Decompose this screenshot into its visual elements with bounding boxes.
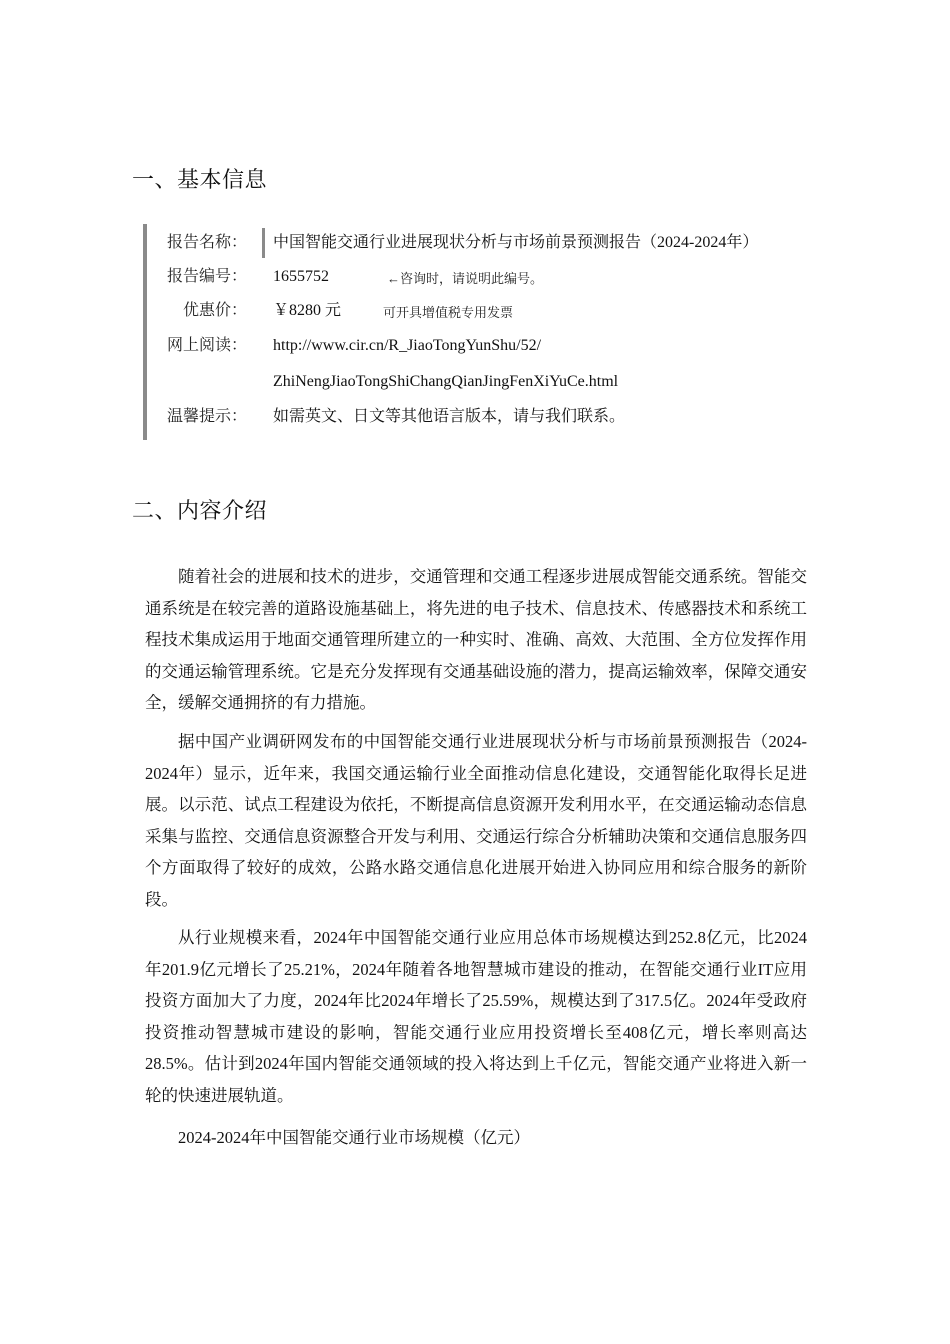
reminder-label: 温馨提示： bbox=[167, 408, 248, 425]
chart-caption: 2024-2024年中国智能交通行业市场规模（亿元） bbox=[178, 1128, 530, 1147]
intro-paragraph-1: 随着社会的进展和技术的进步，交通管理和交通工程逐步进展成智能交通系统。智能交通系统是在较完善的道路设施基础上，将先进的电子技术、信息技术、传感器技术和系统工程技术集成运用于地面交通管理所建立的一种实时、准确、高效、大范围、全方位发挥作用的交通运输管理系统。它是充分发挥现有交通基础设施的潜力，提高运输效率，保障交通安全，缓解交通拥挤的有力措施。 bbox=[145, 567, 807, 712]
basic-info-block bbox=[143, 224, 827, 440]
report-id-label: 报告编号： bbox=[167, 268, 248, 285]
intro-paragraph-2: 据中国产业调研网发布的中国智能交通行业进展现状分析与市场前景预测报告（2024-2024年）显示，近年来，我国交通运输行业全面推动信息化建设，交通智能化取得长足进展。以示范、试点工程建设为依托，不断提高信息资源开发利用水平，在交通运输动态信息采集与监控、交通信息资源整合开发与利用、交通运行综合分析辅助决策和交通信息服务四个方面取得了较好的成效，公路水路交通信息化进展开始进入协同应用和综合服务的新阶段。 bbox=[145, 732, 807, 909]
reminder-value: 如需英文、日文等其他语言版本，请与我们联系。 bbox=[273, 408, 626, 425]
price-label: 优惠价： bbox=[182, 302, 247, 319]
price-value: ￥8280 元 bbox=[273, 302, 342, 319]
online-read-url-line2[interactable]: ZhiNengJiaoTongShiChangQianJingFenXiYuCe.html bbox=[273, 373, 619, 390]
price-note: 可开具增值税专用发票 bbox=[383, 305, 514, 320]
title-marker-bar bbox=[262, 228, 265, 258]
report-name-label: 报告名称： bbox=[167, 234, 248, 251]
report-id-value: 1655752 bbox=[273, 268, 329, 285]
section-heading-basic-info: 一、基本信息 bbox=[132, 168, 268, 193]
online-read-label: 网上阅读： bbox=[167, 337, 248, 354]
report-name-value: 中国智能交通行业进展现状分析与市场前景预测报告（2024-2024年） bbox=[273, 234, 759, 251]
intro-paragraph-3: 从行业规模来看，2024年中国智能交通行业应用总体市场规模达到252.8亿元，比2024年201.9亿元增长了25.21%，2024年随着各地智慧城市建设的推动，在智能交通行业IT应用投资方面加大了力度，2024年比2024年增长了25.59%，规模达到了317.5亿。2024年受政府投资推动智慧城市建设的影响，智能交通行业应用投资增长至408亿元，增长率则高达28.5%。估计到2024年国内智能交通领域的投入将达到上千亿元，智能交通产业将进入新一轮的快速进展轨道。 bbox=[145, 928, 807, 1105]
section-heading-content-intro: 二、内容介绍 bbox=[132, 499, 268, 524]
report-id-note: ←咨询时，请说明此编号。 bbox=[387, 271, 544, 286]
online-read-url-line1[interactable]: http://www.cir.cn/R_JiaoTongYunShu/52/ bbox=[273, 337, 542, 354]
